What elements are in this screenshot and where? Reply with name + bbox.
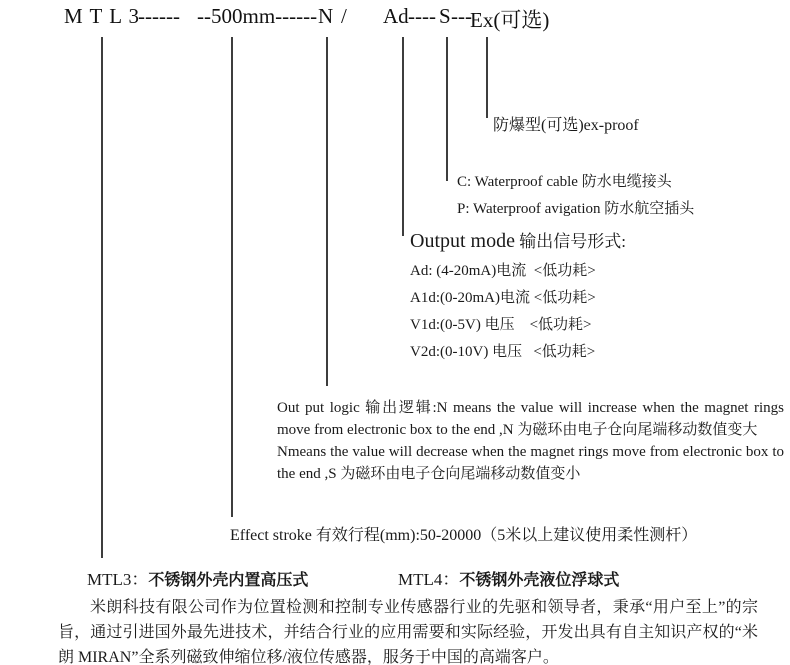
company-intro-paragraph: 米朗科技有限公司作为位置检测和控制专业传感器行业的先驱和领导者，秉承“用户至上”的宗旨，通过引进国外最先进技术，并结合行业的应用需要和实际经验，开发出具有自主知识产权的“米朗 MIRAN”全系列磁致伸缩位移/液位传感器，服务于中国的高端客户。 [58, 599, 758, 665]
output-logic-n: Out put logic 输出逻辑:N means the value will increase when the magnet rings move from electronic box to the end ,N 为磁环由电子仓向尾端移动数值变大 [277, 400, 784, 438]
leader-line-output [402, 37, 404, 236]
callout-waterproof [457, 169, 694, 223]
model-code-dash-1: ------ [138, 4, 180, 28]
leader-line-connector [446, 37, 448, 181]
variant-mtl3-label: MTL3： [87, 570, 149, 589]
variant-mtl4-desc: 不锈钢外壳液位浮球式 [459, 572, 620, 589]
output-logic-s: Nmeans the value will decrease when the magnet rings move from electronic box to the end ,S 为磁环由电子仓向尾端移动数值变小 [277, 444, 784, 482]
output-mode-option-ad: Ad: (4-20mA)电流 <低功耗> [410, 263, 596, 279]
model-code-connector: S [439, 4, 451, 28]
output-mode-option-a1d: A1d:(0-20mA)电流 <低功耗> [410, 290, 596, 306]
leader-line-stroke [231, 37, 233, 517]
variant-mtl4-label: MTL4： [398, 570, 460, 589]
output-mode-heading-zh: 输出信号形式: [515, 232, 626, 251]
model-code-logic: N [318, 4, 334, 28]
output-mode-heading [410, 227, 626, 256]
model-code-stroke: --500mm------ [197, 4, 318, 28]
callout-output-mode [410, 227, 626, 366]
output-mode-option-v1d: V1d:(0-5V) 电压 <低功耗> [410, 317, 592, 333]
variant-mtl3 [87, 565, 308, 590]
model-code-slash: / [341, 4, 347, 28]
variant-mtl3-desc: 不锈钢外壳内置高压式 [148, 572, 309, 589]
waterproof-option-c: C: Waterproof cable 防水电缆接头 [457, 174, 672, 190]
model-code-output: Ad [383, 4, 409, 28]
output-mode-heading-en: Output mode [410, 230, 515, 252]
leader-line-series [101, 37, 103, 558]
model-code-series: M T L 3 [64, 4, 141, 28]
model-code-dash-2: ---- [408, 4, 436, 28]
leader-line-exproof [486, 37, 488, 118]
waterproof-option-p: P: Waterproof avigation 防水航空插头 [457, 201, 695, 217]
model-code-exproof: Ex(可选) [470, 8, 550, 32]
leader-line-logic [326, 37, 328, 386]
callout-output-logic [277, 397, 784, 485]
model-code-dash-3: --- [451, 4, 472, 28]
output-mode-option-v2d: V2d:(0-10V) 电压 <低功耗> [410, 344, 596, 360]
callout-ex-proof: 防爆型(可选)ex-proof [493, 117, 639, 134]
variant-mtl4 [398, 565, 619, 590]
callout-effect-stroke: Effect stroke 有效行程(mm):50-20000（5米以上建议使用柔性测杆） [230, 527, 698, 544]
